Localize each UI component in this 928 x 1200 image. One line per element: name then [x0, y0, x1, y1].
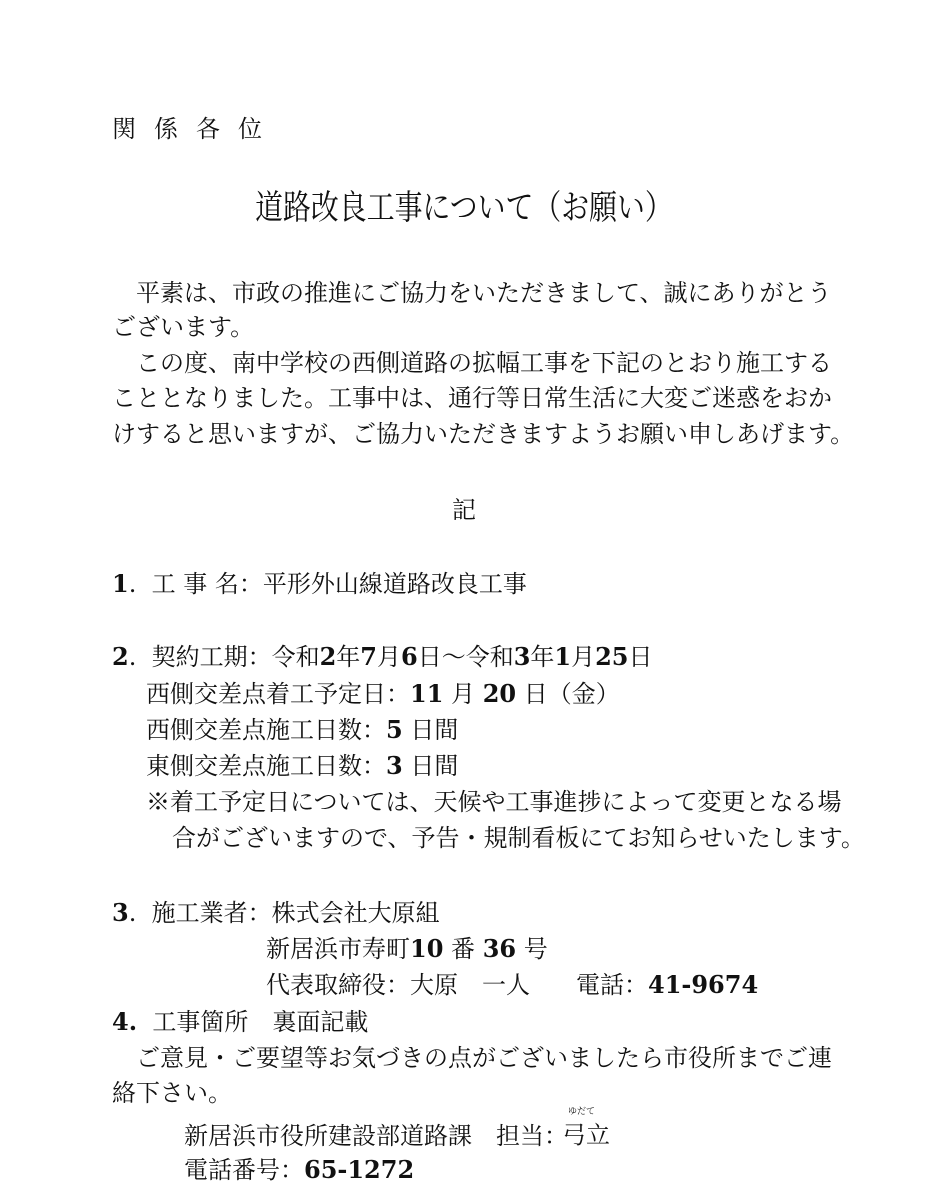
contractor-phone: 電話：41-9674	[576, 970, 759, 999]
east-construction-days: 東側交差点施工日数：3 日間	[146, 751, 459, 780]
contact-line: 絡下さい。	[112, 1079, 232, 1107]
west-construction-days: 西側交差点施工日数：5 日間	[146, 715, 459, 744]
item-project-name: 1. 工 事 名：平形外山線道路改良工事	[112, 569, 527, 598]
item-contractor: 3. 施工業者：株式会社大原組	[112, 898, 440, 927]
addressee: 関係各位	[112, 115, 280, 143]
contact-department: 新居浜市役所建設部道路課 担当：	[184, 1122, 568, 1150]
ki-heading: 記	[452, 496, 476, 524]
note-line: ※着工予定日については、天候や工事進捗によって変更となる場	[146, 788, 842, 816]
paragraph-line: この度、南中学校の西側道路の拡幅工事を下記のとおり施工する	[136, 349, 832, 377]
paragraph-line: ございます。	[112, 313, 255, 341]
note-line: 合がございますので、予告・規制看板にてお知らせいたします。	[172, 824, 865, 852]
item-work-location: 4. 工事箇所 裏面記載	[112, 1007, 369, 1036]
paragraph-line: けすると思いますが、ご協力いただきますようお願い申しあげます。	[112, 420, 855, 448]
page-title: 道路改良工事について（お願い）	[255, 188, 673, 228]
contractor-representative: 代表取締役：大原 一人	[266, 971, 530, 999]
contact-phone: 電話番号：65-1272	[184, 1155, 415, 1184]
west-start-date: 西側交差点着工予定日：11 月 20 日（金）	[146, 679, 620, 708]
paragraph-line: 平素は、市政の推進にご協力をいただきまして、誠にありがとう	[136, 279, 832, 307]
contact-line: ご意見・ご要望等お気づきの点がございましたら市役所までご連	[136, 1044, 832, 1072]
contact-person-name: 弓立	[562, 1121, 610, 1149]
item-contract-period: 2. 契約工期：令和2年7月6日～令和3年1月25日	[112, 642, 653, 671]
paragraph-line: こととなりました。工事中は、通行等日常生活に大変ご迷惑をおか	[112, 384, 832, 412]
contractor-address: 新居浜市寿町10 番 36 号	[266, 934, 548, 963]
contact-person	[562, 1107, 612, 1154]
contact-person-ruby: ゆだて	[568, 1107, 596, 1117]
